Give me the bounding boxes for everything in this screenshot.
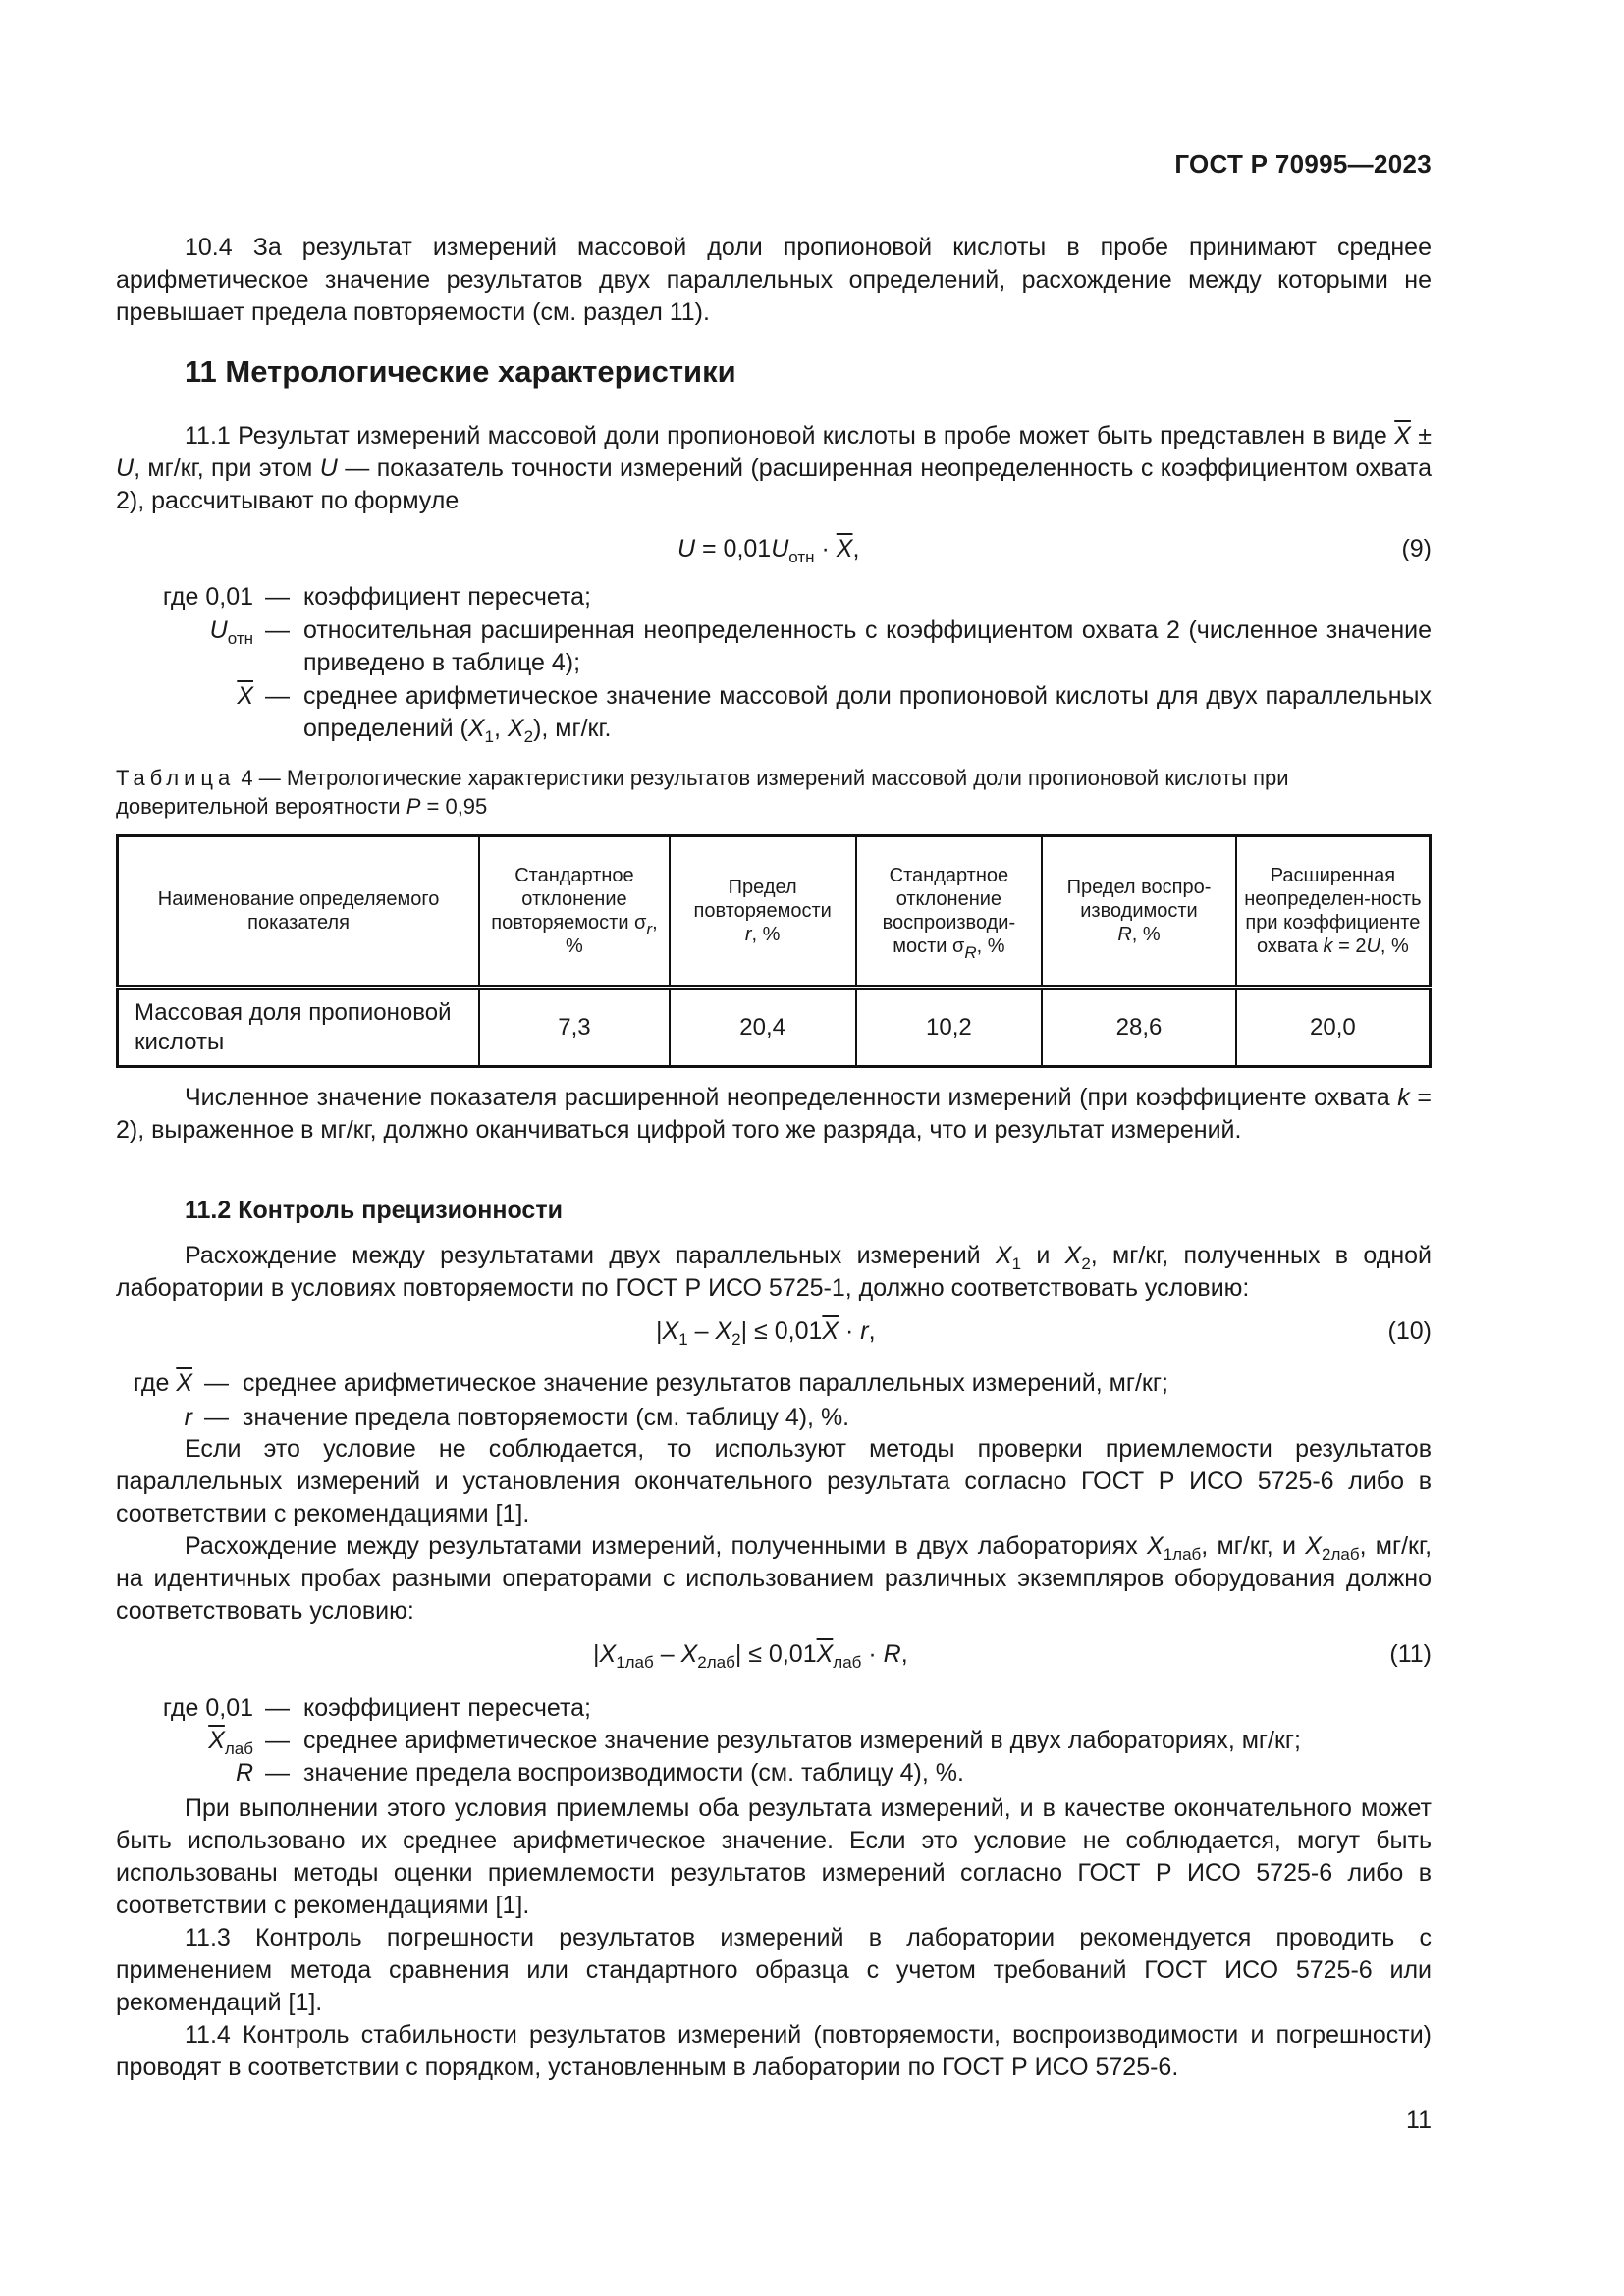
cell-r: 20,4 <box>670 988 856 1067</box>
definition-item: $U_{отн}$ — относительная расширенная неопределенность с коэффициентом охвата 2 (численное значение приведено в таблице 4); <box>209 616 1432 676</box>
section-11-2-title: 11.2 Контроль прецизионности <box>185 1197 563 1224</box>
definitions-formula-11 <box>116 1692 1432 1789</box>
definition-item: $\overline{X}$ — среднее арифметическое значение массовой доли пропионовой кислоты для двух параллельных определений ($X_1$, $X_2$), мг/кг. <box>237 682 1432 746</box>
definitions-formula-10 <box>116 1367 1432 1434</box>
definition-item: где 0,01 — коэффициент пересчета; <box>162 583 591 611</box>
col-header-sigma-r: Стандартное отклонение повторяемости $\sigma_r$, % <box>479 836 670 988</box>
col-header-repeatability-limit: Предел повторяемости r, % <box>670 836 856 988</box>
paragraph-10-4: 10.4 За результат измерений массовой доли пропионовой кислоты в пробе принимают среднее арифметическое значение результатов двух параллельных определений, расхождение между которыми не превышает предела повторяемости (см. раздел 11). <box>116 234 1432 326</box>
paragraph-11-4: 11.4 Контроль стабильности результатов измерений (повторяемости, воспроизводимости и погрешности) проводят в соответствии с порядком, установленным в лаборатории по ГОСТ Р ИСО 5725-6. <box>116 2021 1432 2081</box>
definitions-formula-9 <box>116 581 1432 745</box>
table-header-row <box>118 836 1431 988</box>
definition-item: где $\overline{X}$ — среднее арифметическое значение результатов параллельных измерений, мг/кг; <box>133 1369 1168 1397</box>
col-header-reproducibility-limit: Предел воспро-изводимости R, % <box>1042 836 1236 988</box>
definition-item: $\overline{X}_{лаб}$ — среднее арифметическое значение результатов измерений в двух лабораториях, мг/кг; <box>208 1727 1301 1758</box>
page-number: 11 <box>1406 2107 1432 2134</box>
formula-9: $U = 0,01U_{отн} \cdot \overline{X}$, <box>677 535 860 566</box>
col-header-sigma-R: Стандартное отклонение воспроизводи-мости $\sigma_R$, % <box>856 836 1043 988</box>
cell-R: 28,6 <box>1042 988 1236 1067</box>
definition-item: где 0,01 — коэффициент пересчета; <box>162 1694 591 1722</box>
table-4-metrological-characteristics <box>116 834 1432 1068</box>
paragraph-11-3: 11.3 Контроль погрешности результатов измерений в лаборатории рекомендуется проводить с применением метода сравнения или стандартного образца с учетом требований ГОСТ ИСО 5725-6 или рекомендаций [1]. <box>116 1924 1432 2016</box>
section-11-title: 11 Метрологические характеристики <box>185 354 736 389</box>
formula-10: $|X_1 - X_2| \le 0,01\overline{X} \cdot r$, <box>656 1317 876 1349</box>
equation-number-9: (9) <box>1401 535 1432 562</box>
col-header-expanded-uncertainty: Расширенная неопределен-ность при коэффициенте охвата k = 2U, % <box>1236 836 1431 988</box>
table-4-caption: Таблица 4 — Метрологические характеристики результатов измерений массовой доли пропионовой кислоты при доверительной вероятности P = 0,95 <box>116 766 1289 819</box>
equation-number-11: (11) <box>1389 1640 1432 1668</box>
paragraph-11-2-repeatability: Расхождение между результатами двух параллельных измерений $X_1$ и $X_2$, мг/кг, полученных в одной лаборатории в условиях повторяемости по ГОСТ Р ИСО 5725-1, должно соответствовать условию: <box>116 1242 1433 1302</box>
equation-number-10: (10) <box>1387 1317 1432 1345</box>
paragraph-uncertainty-rounding: Численное значение показателя расширенной неопределенности измерений (при коэффициенте охвата k = 2), выраженное в мг/кг, должно оканчиваться цифрой того же разряда, что и результат измерений. <box>116 1084 1432 1144</box>
paragraph-11-2-nonconformance: Если это условие не соблюдается, то используют методы проверки приемлемости результатов параллельных измерений и установления окончательного результата согласно ГОСТ Р ИСО 5725-6 либо в соответствии с рекомендациями [1]. <box>116 1435 1432 1527</box>
paragraph-11-2-reproducibility: Расхождение между результатами измерений, полученными в двух лабораториях $X_{1лаб}$, мг/кг, и $X_{2лаб}$, мг/кг, на идентичных пробах разными операторами с использованием различных экземпляров оборудования должно соответствовать условию: <box>116 1532 1433 1625</box>
cell-sigma-r: 7,3 <box>479 988 670 1067</box>
document-id-header: ГОСТ Р 70995—2023 <box>1174 149 1432 179</box>
formula-11: $|X_{1лаб} - X_{2лаб}| \le 0,01\overline{X}_{лаб} \cdot R$, <box>593 1640 908 1672</box>
cell-indicator-name: Массовая доля пропионовой кислоты <box>118 988 480 1067</box>
definition-item: R — значение предела воспроизводимости (см. таблицу 4), %. <box>235 1759 964 1787</box>
cell-sigma-R: 10,2 <box>856 988 1043 1067</box>
cell-U: 20,0 <box>1236 988 1431 1067</box>
paragraph-11-2-acceptance: При выполнении этого условия приемлемы оба результата измерений, и в качестве окончательного может быть использовано их среднее арифметическое значение. Если это условие не соблюдается, могут быть использованы методы оценки приемлемости результатов измерений согласно ГОСТ Р ИСО 5725-6 либо в соответствии с рекомендациями [1]. <box>116 1794 1432 1919</box>
table-row <box>118 988 1431 1067</box>
paragraph-11-1: 11.1 Результат измерений массовой доли пропионовой кислоты в пробе может быть представлен в виде $\overline{X} \pm U$, мг/кг, при этом U — показатель точности измерений (расширенная неопределенность с коэффициентом охвата 2), рассчитывают по формуле <box>116 422 1433 514</box>
definition-item: r — значение предела повторяемости (см. таблицу 4), %. <box>184 1404 850 1431</box>
col-header-indicator-name: Наименование определяемого показателя <box>118 836 480 988</box>
